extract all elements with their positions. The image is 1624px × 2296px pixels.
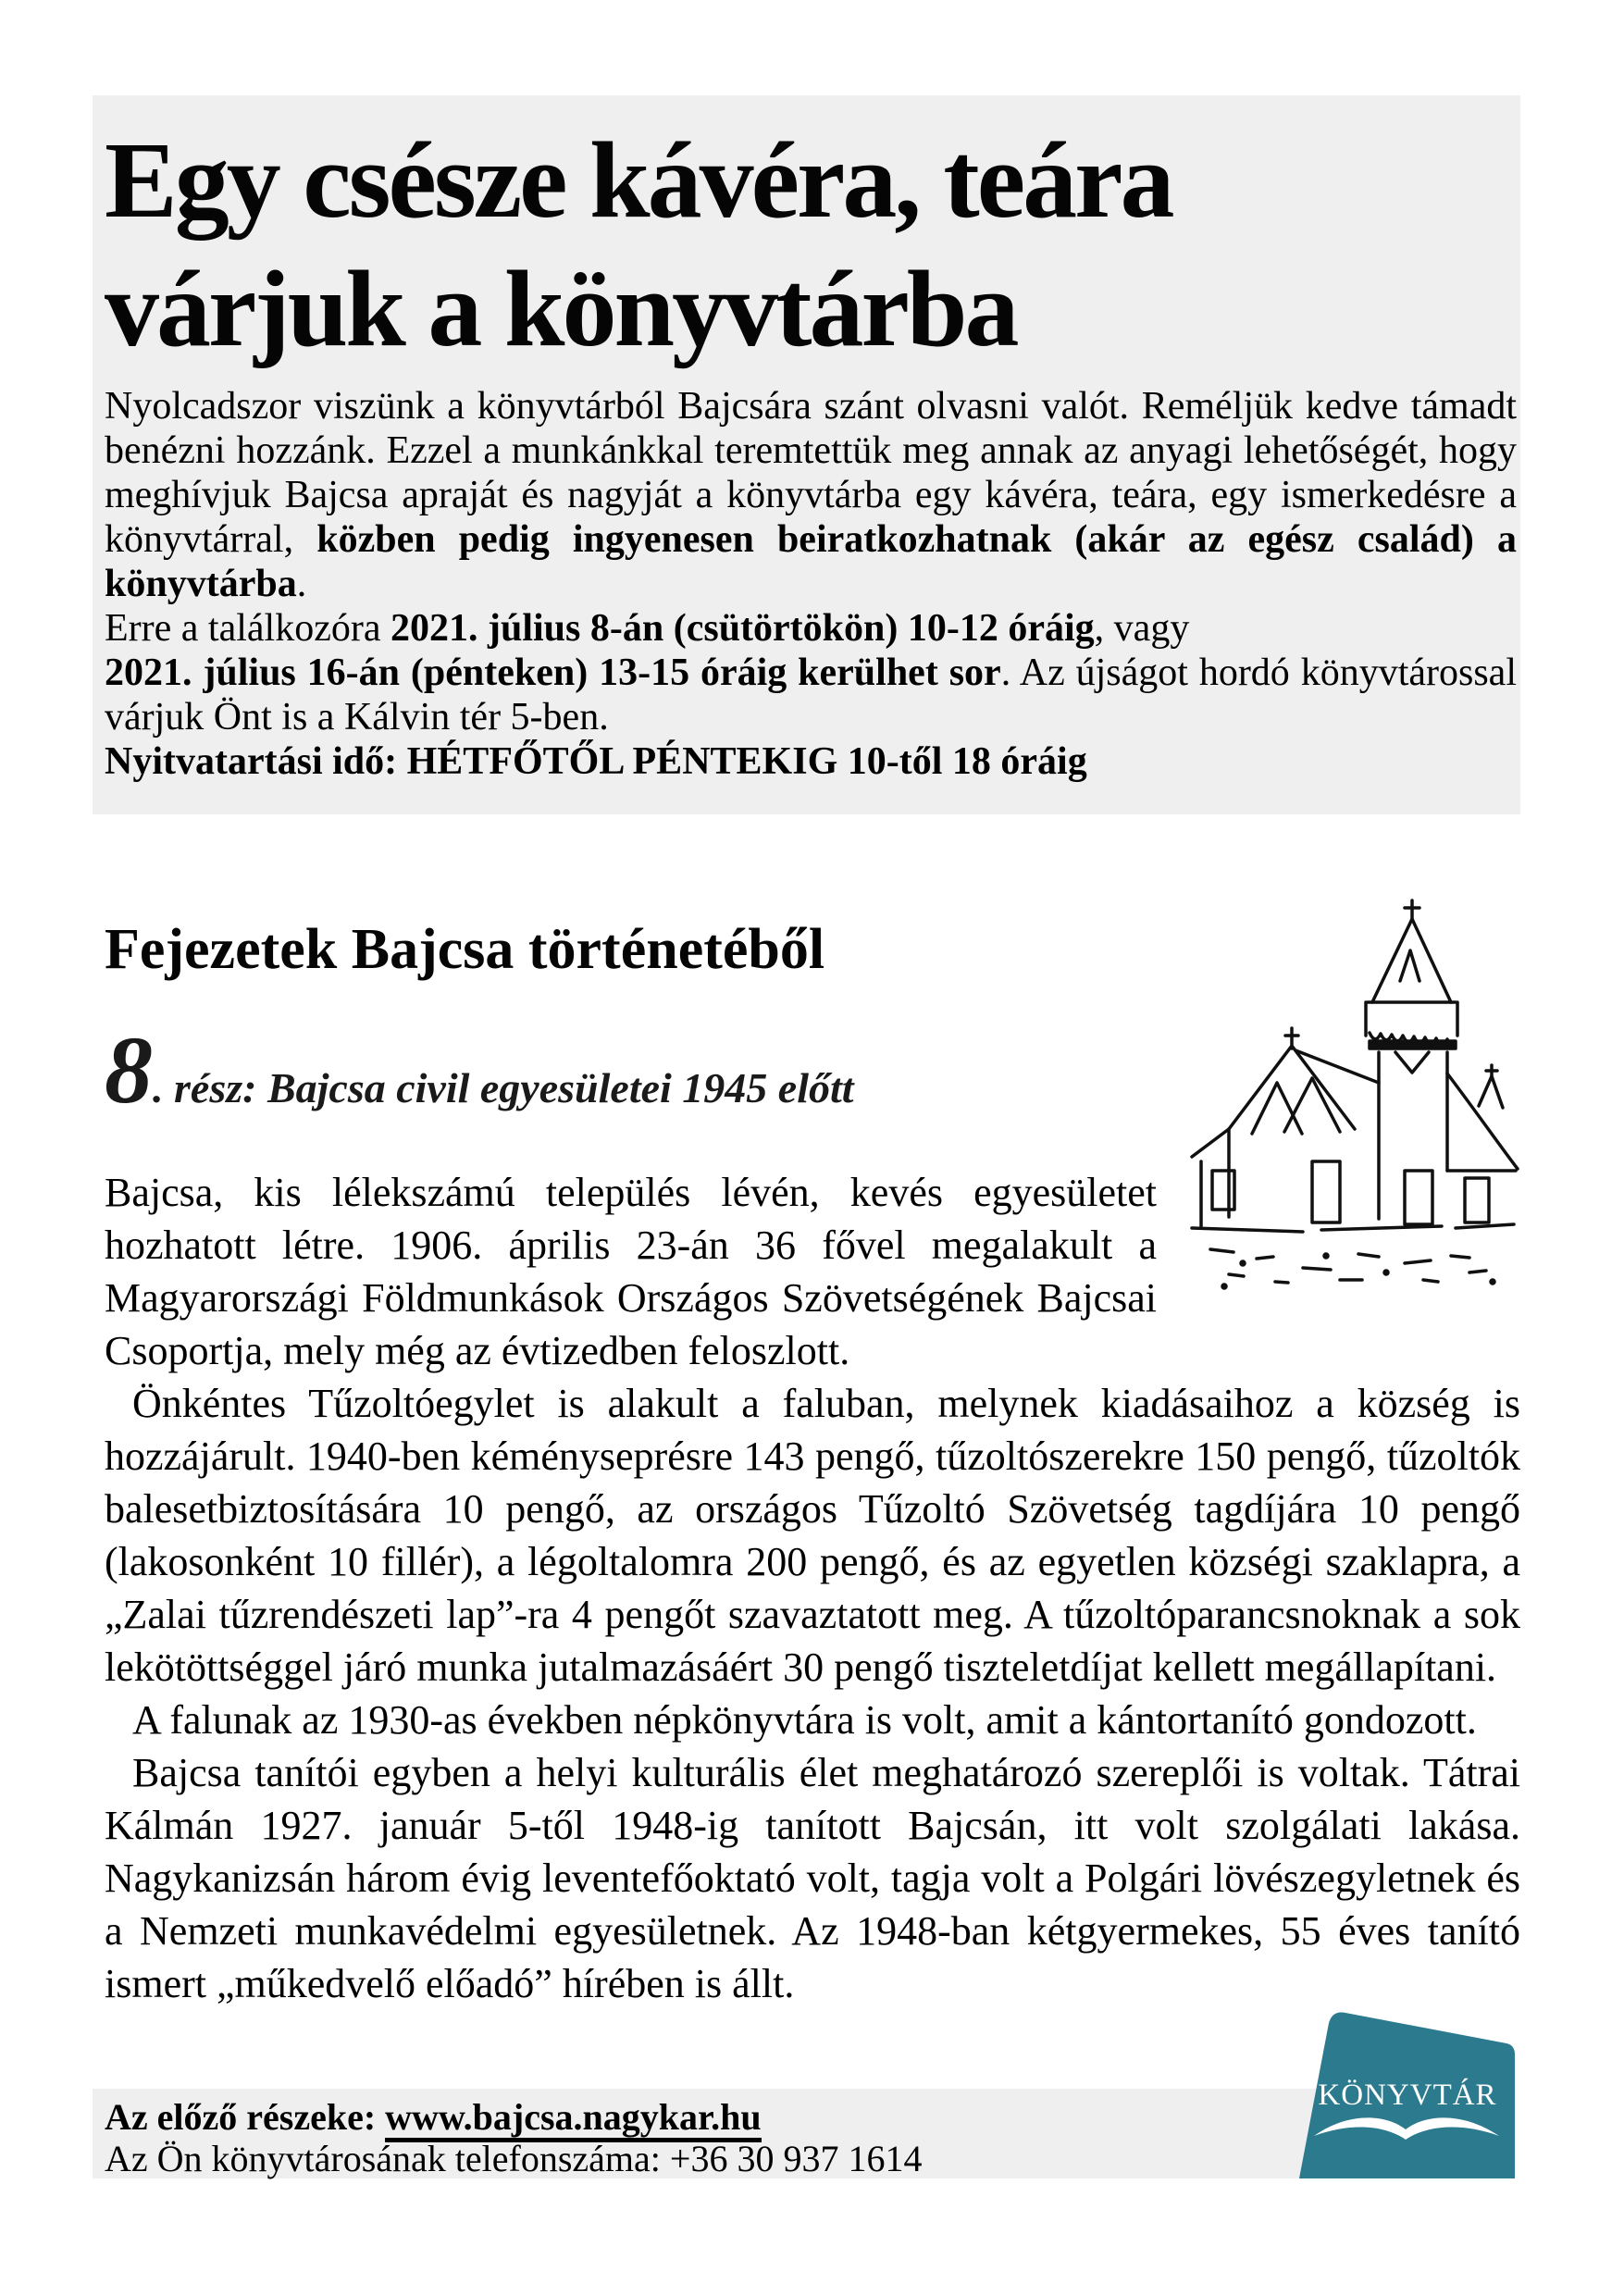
history-article <box>105 893 1520 2010</box>
meeting-date-line-2 <box>105 651 1517 739</box>
previous-parts-link[interactable]: www.bajcsa.nagykar.hu <box>385 2096 761 2142</box>
librarian-phone-line: Az Ön könyvtárosának telefonszáma: +36 30 937 1614 <box>105 2138 923 2179</box>
library-logo-icon <box>1286 2006 1525 2180</box>
article-paragraph-2: Önkéntes Tűzoltóegylet is alakult a faluban, melynek kiadásaihoz a község is hozzájárult. 1940-ben kéményseprésre 143 pengő, tűzoltószerekre 150 pengő, tűzoltók balesetbiztosítására 10 pengő, az országos Tűzoltó Szövetség tagdíjára 10 pengő (lakosonként 10 fillér), a légoltalomra 200 pengő, és az egyetlen községi szaklapra, a „Zalai tűzrendészeti lap”-ra 4 pengőt szavaztatott meg. A tűzoltóparancsnoknak a sok lekötöttséggel járó munka jutalmazásáért 30 pengő tiszteletdíjat kellett megállapítani. <box>105 1381 1520 1690</box>
article-heading: Fejezetek Bajcsa történetéből <box>105 918 825 981</box>
title-line-2: várjuk a könyvtárba <box>105 248 1017 370</box>
lead-paragraph-period: . <box>296 563 307 606</box>
opening-hours: Nyitvatartási idő: HÉTFŐTŐL PÉNTEKIG 10-től 18 óráig <box>105 740 1087 784</box>
lead-paragraph-text: Nyolcadszor viszünk a könyvtárból Bajcsára szánt olvasni valót. Reméljük kedve támadt benézni hozzánk. Ezzel a munkánkkal teremtettük meg annak az anyagi lehetőségét, hogy meghívjuk Bajcsa apraját és nagyját a könyvtárba egy kávéra, teára, egy ismerkedésre a könyvtárral, <box>105 385 1517 562</box>
footer-bar <box>93 2089 1333 2178</box>
article-paragraph-1: Bajcsa, kis lélekszámú település lévén, kevés egyesületet hozhatott létre. 1906. április 23-án 36 fővel megalakult a Magyarországi Földmunkások Országos Szövetségének Bajcsai Csoportja, mely még az évtizedben feloszlott. <box>105 1170 1157 1373</box>
lead-paragraph-bold: közben pedig ingyenesen beiratkozhatnak (akár az egész család) a könyvtárba <box>105 518 1518 606</box>
date1-bold: 2021. július 8-án (csütörtökön) 10-12 óráig <box>390 607 1095 651</box>
meeting-date-line-1 <box>105 606 1517 651</box>
part-title: . rész: Bajcsa civil egyesületei 1945 előtt <box>153 1064 854 1111</box>
library-logo-text: KÖNYVTÁR <box>1318 2079 1497 2112</box>
part-number: 8 <box>105 1017 153 1123</box>
page-title <box>105 116 1517 373</box>
date1-suffix: , vagy <box>1094 607 1190 651</box>
previous-parts-line <box>105 2096 1333 2138</box>
previous-parts-label: Az előző részeke: <box>105 2096 386 2138</box>
church-drawing-icon <box>1173 893 1520 1291</box>
date2-suffix: . Az újságot hordó könyvtárossal várjuk Önt is a Kálvin tér 5-ben. <box>105 652 1517 739</box>
date2-bold: 2021. július 16-án (pénteken) 13-15 óráig kerülhet sor <box>105 652 1001 695</box>
article-paragraph-4: Bajcsa tanítói egyben a helyi kulturális élet meghatározó szereplői is voltak. Tátrai Kálmán 1927. január 5-től 1948-ig tanított Bajcsán, itt volt szolgálati lakása. Nagykanizsán három évig leventefőoktató volt, tagja volt a Polgári lövészegyletnek és a Nemzeti munkavédelmi egyesületnek. Az 1948-ban kétgyermekes, 55 éves tanító ismert „műkedvelő előadó” hírében is állt. <box>105 1750 1520 2006</box>
title-line-1: Egy csésze kávéra, teára <box>105 119 1172 241</box>
lead-article-box <box>93 95 1520 814</box>
date1-prefix: Erre a találkozóra <box>105 607 391 651</box>
lead-paragraph <box>105 384 1517 606</box>
library-logo <box>1286 2006 1525 2180</box>
article-paragraph-3: A falunak az 1930-as években népkönyvtára is volt, amit a kántortanító gondozott. <box>132 1697 1477 1743</box>
church-illustration <box>1173 893 1520 1360</box>
